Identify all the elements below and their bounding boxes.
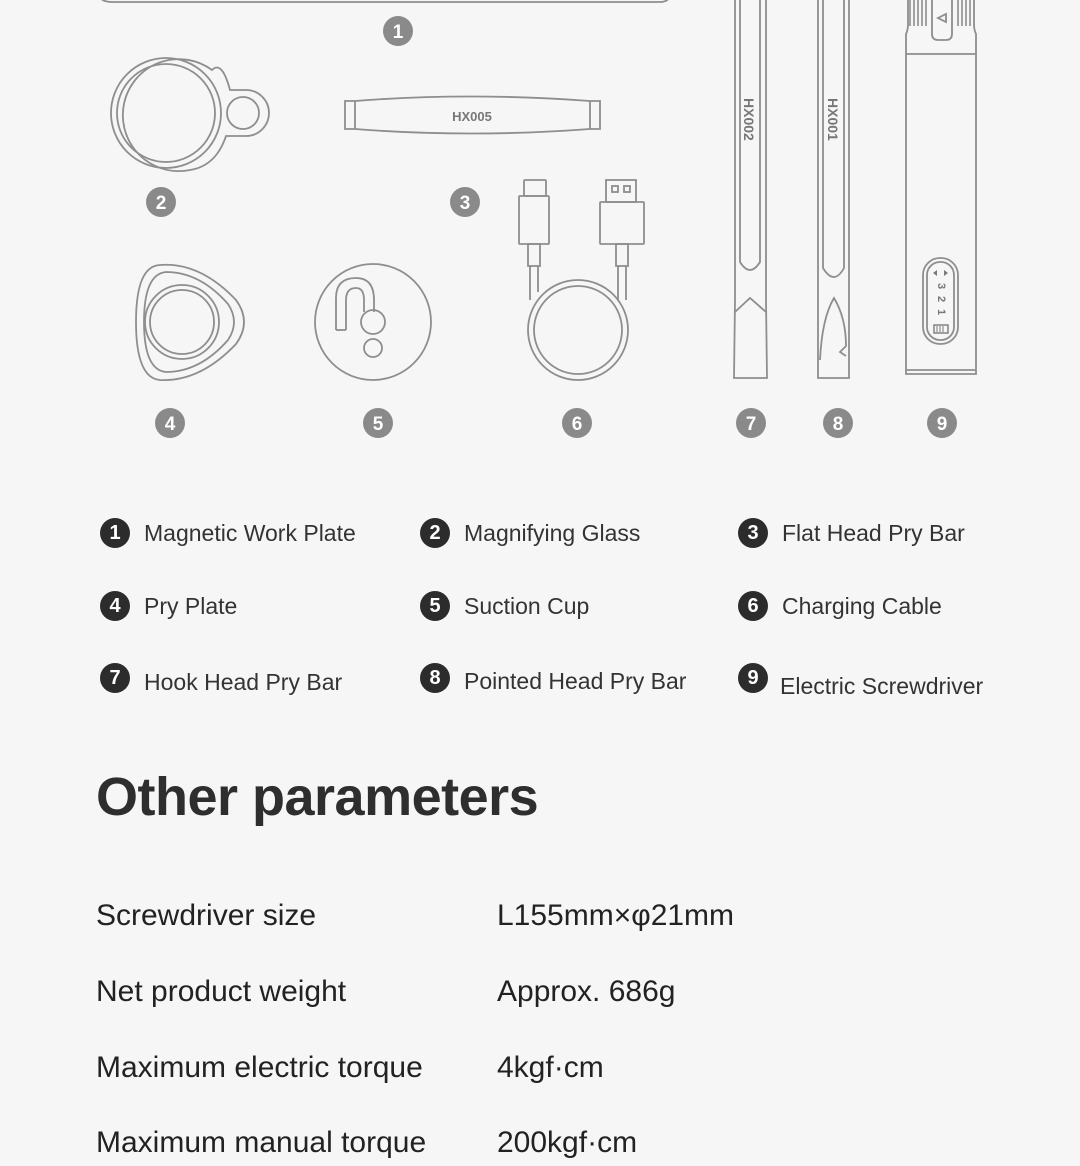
param-row-screwdriver-size <box>96 899 996 939</box>
legend-number: 4 <box>100 591 130 621</box>
hx001-engraving: HX001 <box>825 98 841 141</box>
param-label: Maximum electric torque <box>96 1051 423 1084</box>
legend-label: Suction Cup <box>464 592 590 619</box>
flat-head-pry-bar-drawing <box>345 97 600 134</box>
param-row-max-manual-torque <box>96 1126 996 1166</box>
suction-cup-drawing <box>315 264 431 380</box>
hook-head-pry-bar-drawing <box>734 0 767 378</box>
gear-mark-1: 1 <box>935 309 947 316</box>
param-row-net-weight <box>96 975 996 1015</box>
svg-text:5: 5 <box>372 414 384 435</box>
param-value: 4kgf·cm <box>497 1051 604 1084</box>
svg-text:8: 8 <box>832 414 844 435</box>
electric-screwdriver-drawing <box>906 0 976 374</box>
legend-item-charging-cable <box>738 589 942 623</box>
legend-number: 9 <box>738 663 768 693</box>
legend-label: Flat Head Pry Bar <box>782 519 965 546</box>
hx005-engraving: HX005 <box>452 109 492 124</box>
badge-1 <box>383 16 413 46</box>
legend-number: 8 <box>420 663 450 693</box>
legend-label: Magnifying Glass <box>464 519 641 546</box>
kit-contents-illustration <box>0 0 1080 460</box>
param-row-max-electric-torque <box>96 1051 996 1091</box>
pointed-head-pry-bar-drawing <box>818 0 849 378</box>
param-label: Screwdriver size <box>96 899 317 932</box>
gear-mark-3: 3 <box>935 283 947 290</box>
svg-text:7: 7 <box>745 414 757 435</box>
svg-text:3: 3 <box>459 193 471 214</box>
legend-item-magnetic-work-plate <box>100 516 356 550</box>
param-label: Net product weight <box>96 975 347 1008</box>
param-label: Maximum manual torque <box>96 1126 427 1159</box>
legend-number: 3 <box>738 518 768 548</box>
legend-item-hook-head-pry-bar <box>100 661 342 695</box>
legend-number: 1 <box>100 518 130 548</box>
legend-label: Charging Cable <box>782 592 942 619</box>
svg-text:9: 9 <box>936 414 948 435</box>
legend-item-flat-head-pry-bar <box>738 516 965 550</box>
contents-legend <box>0 500 1080 710</box>
badge-2 <box>146 187 176 217</box>
legend-label: Hook Head Pry Bar <box>144 668 343 695</box>
legend-item-pry-plate <box>100 589 237 623</box>
legend-number: 6 <box>738 591 768 621</box>
badge-8 <box>823 408 853 438</box>
badge-9 <box>927 408 957 438</box>
hx002-engraving: HX002 <box>741 98 757 141</box>
badge-5 <box>363 408 393 438</box>
legend-number: 7 <box>100 663 130 693</box>
badge-4 <box>155 408 185 438</box>
svg-text:1: 1 <box>392 22 404 43</box>
legend-item-pointed-head-pry-bar <box>420 661 686 695</box>
legend-label: Pry Plate <box>144 592 238 619</box>
svg-text:4: 4 <box>164 414 176 435</box>
badge-6 <box>562 408 592 438</box>
legend-label: Magnetic Work Plate <box>144 519 356 546</box>
param-value: 200kgf·cm <box>497 1126 638 1159</box>
param-value: Approx. 686g <box>497 975 676 1008</box>
legend-item-electric-screwdriver <box>738 661 984 699</box>
badge-3 <box>450 187 480 217</box>
gear-mark-2: 2 <box>935 296 947 303</box>
legend-item-suction-cup <box>420 589 589 623</box>
svg-text:6: 6 <box>571 414 583 435</box>
legend-label: Electric Screwdriver <box>780 672 984 699</box>
pry-plate-drawing <box>136 265 244 380</box>
param-value: L155mm×φ21mm <box>497 899 735 932</box>
legend-number: 2 <box>420 518 450 548</box>
legend-item-magnifying-glass <box>420 516 640 550</box>
svg-text:2: 2 <box>155 193 167 214</box>
section-title: Other parameters <box>96 767 539 827</box>
badge-7 <box>736 408 766 438</box>
legend-label: Pointed Head Pry Bar <box>464 667 687 694</box>
charging-cable-drawing <box>519 180 644 380</box>
magnifying-glass-drawing <box>111 58 269 171</box>
magnetic-work-plate-drawing <box>100 0 670 2</box>
legend-number: 5 <box>420 591 450 621</box>
